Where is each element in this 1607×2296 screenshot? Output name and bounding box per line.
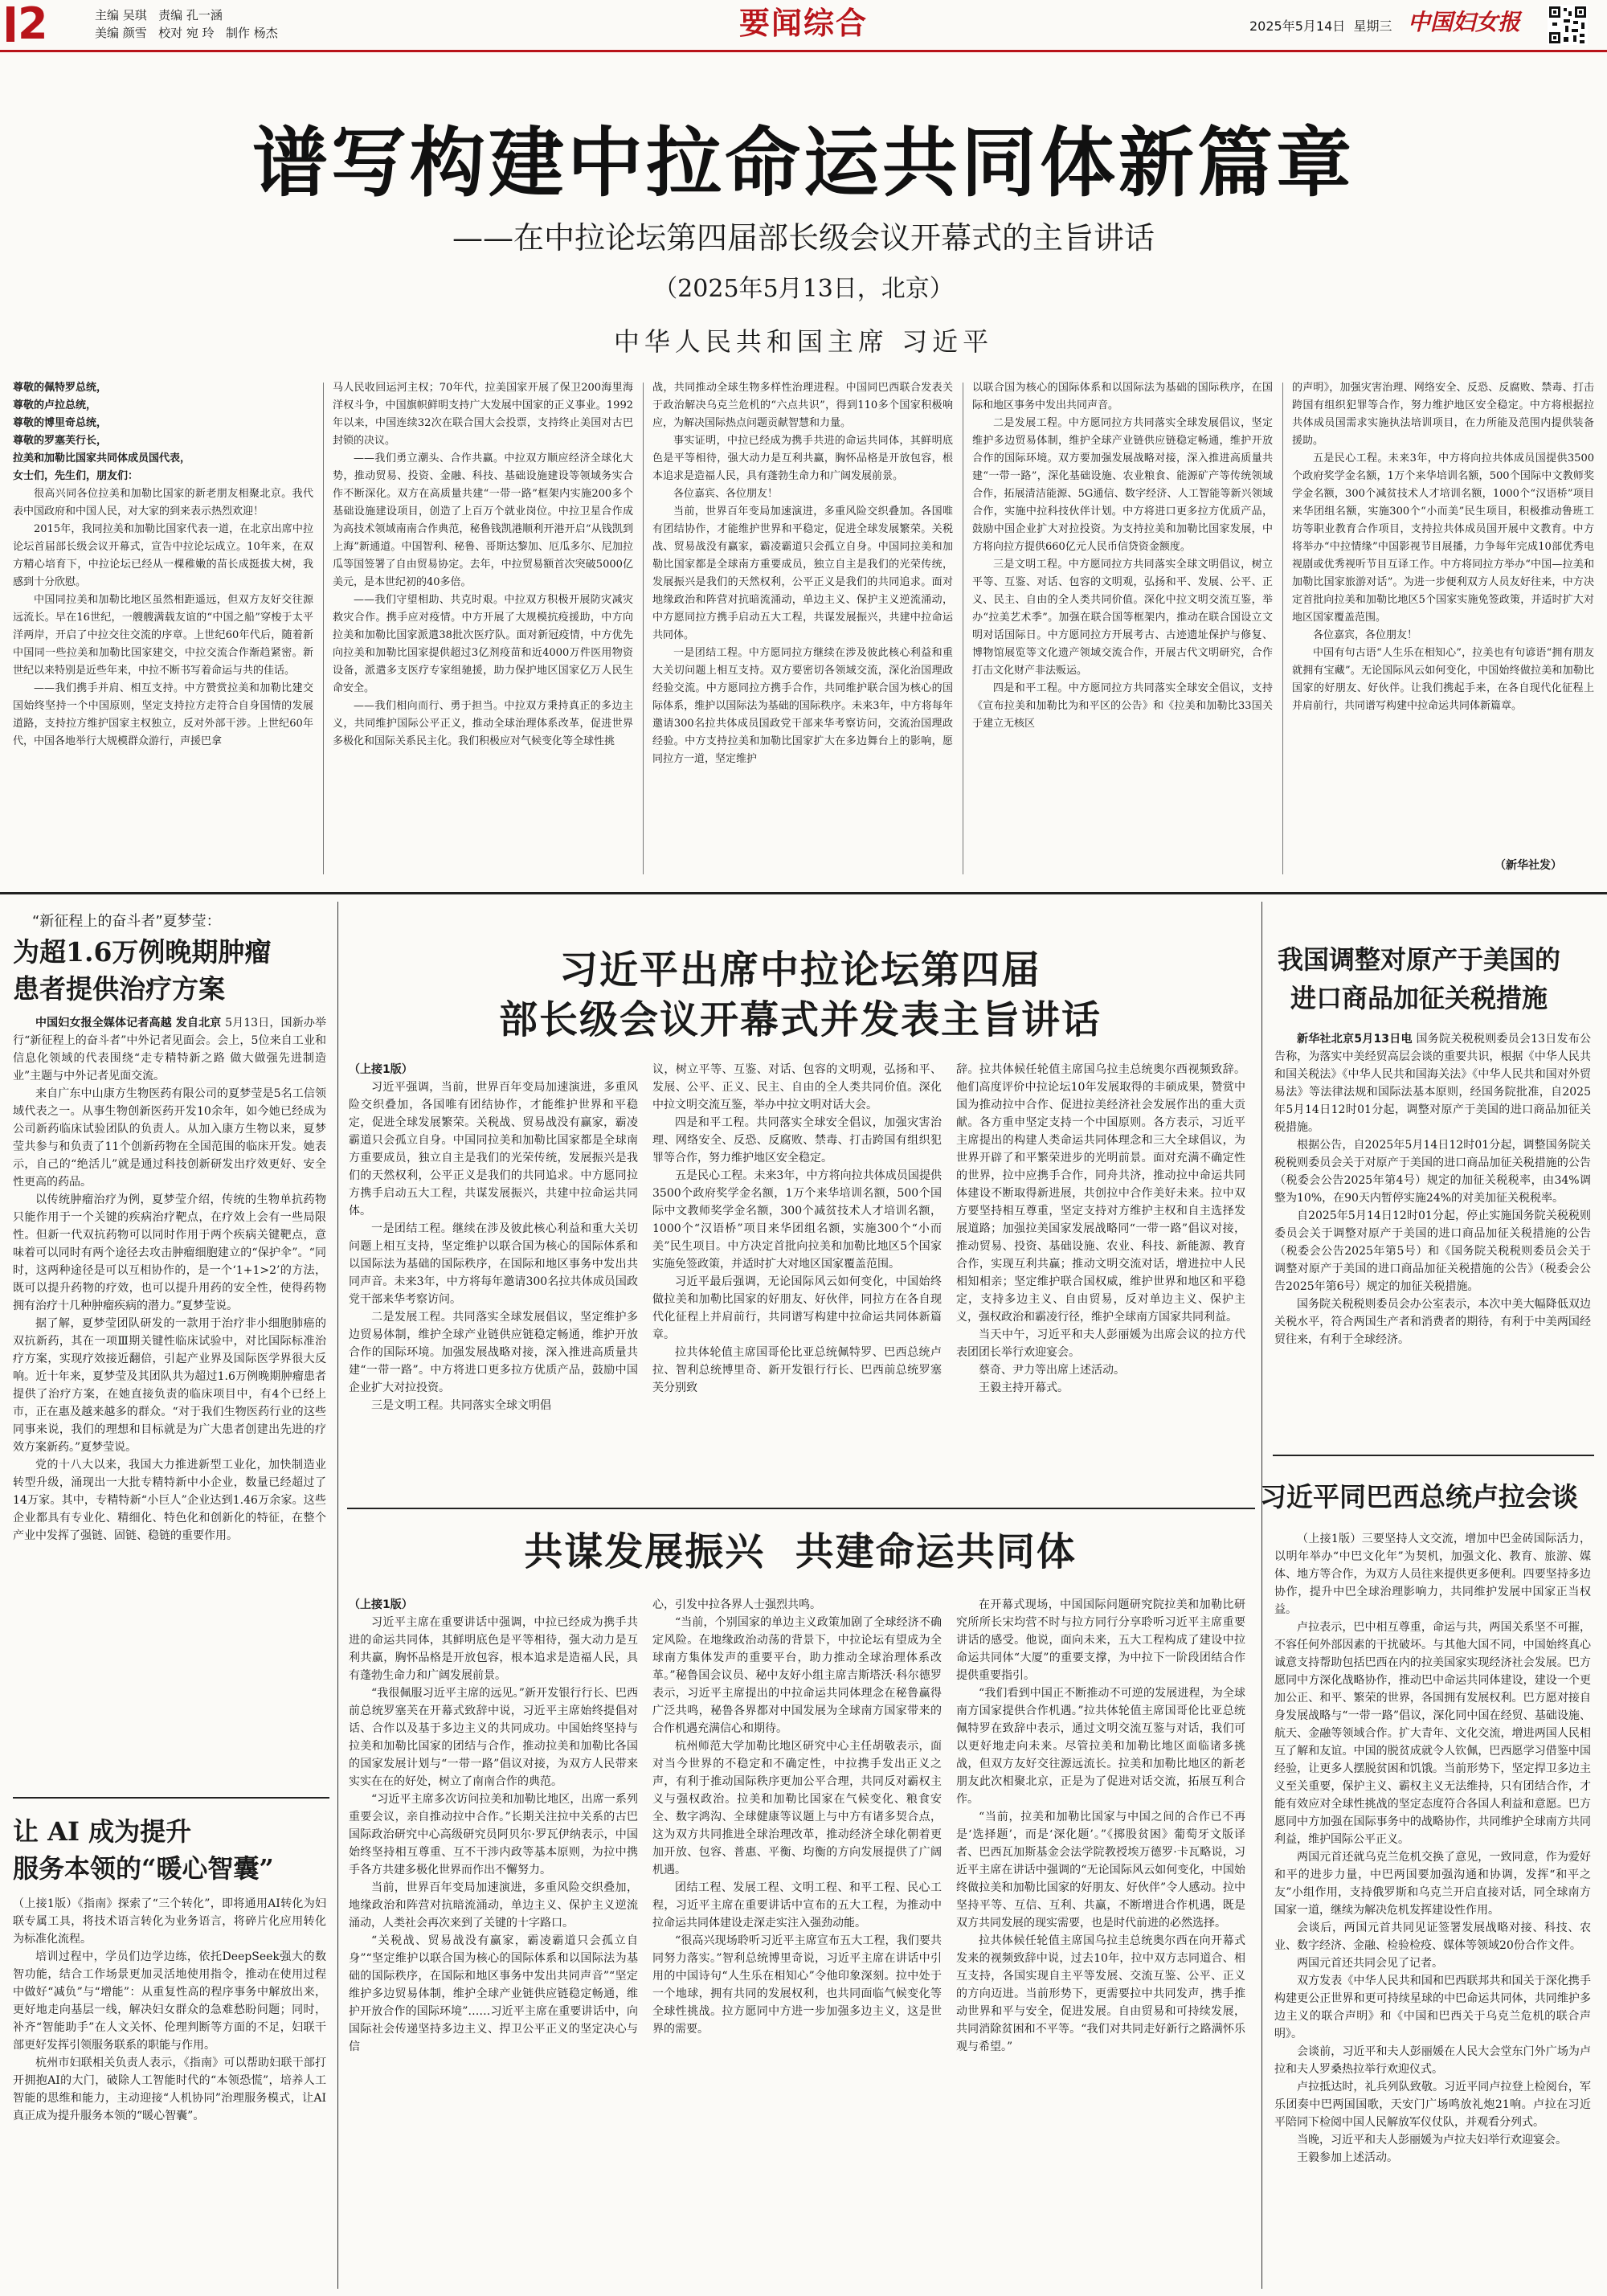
- lead-paragraph: 各位嘉宾，各位朋友！: [1313, 629, 1418, 641]
- paper-logo: 中国妇女报: [1408, 9, 1521, 35]
- column-divider: [1261, 902, 1262, 2289]
- lead-byline: 中华人民共和国主席 习近平: [613, 326, 994, 357]
- article-paragraph: 会谈前，习近平和夫人彭丽媛在人民大会堂东门外广场为卢拉和夫人罗桑热拉举行欢迎仪式。: [1274, 2045, 1591, 2076]
- left1-body: [13, 1014, 326, 1794]
- editor-credit: 美编 颜雪: [95, 26, 147, 40]
- article-paragraph: “很高兴现场聆听习近平主席宣布五大工程，我们要共同努力落实。”智利总统博里奇说，习近平主席在讲话中引用的中国诗句“人生乐在相知心”令他印象深刻。拉中处于一个地球，拥有共同的发展权利，也共同面临气候变化等全球性挑战。拉方愿同中方进一步加强多边主义，这是世界的需要。: [652, 1934, 942, 2036]
- article-paragraph: 两国元首还就乌克兰危机交换了意见，一致同意，作为爱好和平的进步力量，中巴两国要加强沟通和协调，发挥“和平之友”小组作用，支持俄罗斯和乌克兰开启直接对话，同全球南方国家一道，继续为解决危机发挥建设性作用。: [1274, 1851, 1591, 1917]
- article-paragraph: 两国元首还共同会见了记者。: [1297, 1957, 1443, 1970]
- lead-dateline: （2025年5月13日，北京）: [653, 275, 954, 303]
- article-divider: [13, 1797, 329, 1799]
- lead-column-5: [1292, 379, 1594, 853]
- left2-title: 让 AI 成为提升 服务本领的“暖心智囊”: [13, 1816, 274, 1884]
- masthead-rule: [0, 50, 1607, 52]
- article-paragraph: 培训过程中，学员们边学边练，依托DeepSeek强大的数智功能，结合工作场景更加灵活地使用指令，推动在使用过程中做好“减负”与“增能”：从重复性高的程序事务中解放出来，更好地走向基层一线，解决妇女群众的急难愁盼问题；同时，补齐“智能助手”在人文关怀、伦理判断等方面的不足，妇联干部更好发挥引领服务联系的职能与作用。: [13, 1950, 326, 2052]
- mid1-title: 习近平出席中拉论坛第四届 部长级会议开幕式并发表主旨讲话: [498, 947, 1102, 1042]
- article-paragraph: 团结工程、发展工程、文明工程、和平工程、民心工程，习近平主席在重要讲话中宣布的五大工程，为推动中拉命运共同体建设走深走实注入强劲动能。: [652, 1881, 942, 1930]
- article-paragraph: “当前，拉美和加勒比国家与中国之间的合作已不再是‘选择题’，而是‘深化题’。”《掷股贫困》葡萄牙文版译者、巴西瓦加斯基金会法学院教授埃万德罗·卡瓦略说，习近平主席在讲话中强调的“无论国际风云如何变化，中国始终做拉美和加勒比国家的好朋友、好伙伴”令人感动。拉中坚持平等、互信、互利、共赢，不断增进合作机遇，既是双方共同发展的现实需要，也是时代前进的必然选择。: [956, 1811, 1245, 1930]
- article-paragraph: 国务院关税税则委员会办公室表示，本次中美大幅降低双边关税水平，符合两国生产者和消费者的期待，有利于中美两国经贸往来，有利于全球经济。: [1274, 1298, 1591, 1346]
- article-paragraph: 三是文明工程。共同落实全球文明倡: [371, 1399, 551, 1412]
- lead-paragraph: 各位嘉宾、各位朋友！: [673, 488, 779, 500]
- mid2-title: 共谋发展振兴 共建命运共同体: [524, 1529, 1077, 1574]
- article-paragraph: 双方发表《中华人民共和国和巴西联邦共和国关于深化携手构建更公正世界和更可持续星球的中巴命运共同体，共同维护多边主义的联合声明》和《中国和巴西关于乌克兰危机的联合声明》。: [1274, 1975, 1591, 2040]
- editor-credit: 主编 吴琪: [95, 8, 147, 23]
- article-paragraph: 中国妇女报全媒体记者高越 发自北京 5月13日，国新办举行“新征程上的奋斗者”中外记者见面会。会上，5位来自工业和信息化领域的代表围绕“走专精特新之路 做大做强先进制造业”主题与中外记者见面交流。: [13, 1017, 326, 1083]
- article-paragraph: 当前，世界百年变局加速演进，多重风险交织叠加，地缘政治和阵营对抗暗流涌动，单边主义、保护主义逆流涌动，人类社会再次来到了关键的十字路口。: [349, 1881, 638, 1930]
- issue-date: 2025年5月14日 星期三: [1249, 18, 1392, 34]
- section-title: 要闻综合: [738, 5, 868, 41]
- column-divider: [337, 902, 338, 2289]
- lead-paragraph: ——我们守望相助、共克时艰。中拉双方积极开展防灾减灾救灾合作。携手应对疫情。中方开展了大规模抗疫援助，中方向拉美和加勒比国家派遣38批次医疗队。面对新冠疫情，中方优先向拉美和加勒比国家提供超过3亿剂疫苗和近4000万件医用物资设备，派遣多支医疗专家组驰援，助力保护地区国家亿万人民生命安全。: [333, 594, 633, 694]
- article-paragraph: 当晚，习近平和夫人彭丽媛为卢拉夫妇举行欢迎宴会。: [1297, 2134, 1567, 2147]
- article-paragraph: （上接1版）: [349, 1063, 413, 1076]
- article-paragraph: 二是发展工程。共同落实全球发展倡议，坚定维护多边贸易体制，维护全球产业链供应链稳定畅通，维护开放合作的国际环境。加强发展战略对接，深入推进高质量共建“一带一路”。中方将进口更多拉方优质产品，鼓励中国企业扩大对拉投资。: [349, 1311, 638, 1394]
- article-divider: [1273, 1455, 1594, 1456]
- lead-paragraph: 中国同拉美和加勒比地区虽然相距遥远，但双方友好交往源远流长。早在16世纪，一艘艘满载友谊的“中国之船”穿梭于太平洋两岸，开启了中拉交往交流的序章。上世纪60年代后，随着新中国同一些拉美和加勒比国家建交，中拉交流合作渐趋紧密。新世纪以来特别是近些年来，中拉不断书写着命运与共的佳话。: [13, 594, 313, 677]
- left1-kicker: “新征程上的奋斗者”夏梦莹：: [32, 913, 221, 930]
- article-paragraph: 蔡奇、尹力等出席上述活动。: [979, 1364, 1125, 1377]
- lead-column-1: [13, 379, 313, 878]
- lead-paragraph: ——我们相向而行、勇于担当。中拉双方秉持真正的多边主义，共同维护国际公平正义，推动全球治理体系改革，促进世界多极化和国际关系民主化。我们积极应对气候变化等全球性挑: [333, 700, 633, 747]
- lead-source: （新华社发）: [1495, 859, 1562, 872]
- article-paragraph: （上接1版）三要坚持人文交流，增加中巴金砖国际活力，以明年举办“中巴文化年”为契机，加强文化、教育、旅游、媒体、地方等合作，为双方人员往来提供更多便利。四要坚持多边协作，提升中巴全球治理影响力，共同维护发展中国家正当权益。: [1274, 1533, 1591, 1616]
- article-paragraph: 会谈后，两国元首共同见证签署发展战略对接、科技、农业、数字经济、金融、检验检疫、媒体等领域20份合作文件。: [1274, 1922, 1591, 1952]
- article-paragraph: 拉共体轮值主席国哥伦比亚总统佩特罗、巴西总统卢拉、智利总统博里奇、新开发银行行长、巴西前总统罗塞芙分别致: [652, 1346, 942, 1394]
- mid2-column-1: [349, 1596, 638, 2289]
- article-paragraph: 在开幕式现场，中国国际问题研究院拉美和加勒比研究所所长宋均营不时与拉方同行分享聆听习近平主席重要讲话的感受。他说，面向未来，五大工程构成了建设中拉命运共同体“大厦”的重要支撑，为中拉下一阶段团结合作提供重要指引。: [956, 1598, 1245, 1682]
- editor-credits: [95, 6, 360, 42]
- lead-paragraph: 马人民收回运河主权；70年代，拉美国家开展了保卫200海里海洋权斗争，中国旗帜鲜明支持广大发展中国家的正义事业。1992年以来，中国连续32次在联合国大会投票，支持终止美国对古巴封锁的决议。: [333, 382, 633, 447]
- lead-paragraph: 一是团结工程。中方愿同拉方继续在涉及彼此核心利益和重大关切问题上相互支持。双方要密切各领域交流，深化治国理政经验交流。中方愿同拉方携手合作，共同维护联合国为核心的国际体系，维护以国际法为基础的国际秩序。未来3年，中方将每年邀请300名拉共体成员国政党干部来华考察访问，交流治国理政经验。中方支持拉美和加勒比国家扩大在多边舞台上的影响，愿同拉方一道，坚定维护: [652, 647, 953, 765]
- right2-body: [1274, 1530, 1591, 2289]
- lead-paragraph: 三是文明工程。中方愿同拉方共同落实全球文明倡议，树立平等、互鉴、对话、包容的文明观，弘扬和平、发展、公平、正义、民主、自由的全人类共同价值。深化中拉文明交流互鉴，举办“拉美艺术季”。加强在联合国等框架内，推动在联合国设立文明对话国际日。中方愿同拉方开展考古、古迹遗址保护与修复、博物馆展览等文化遗产领域交流合作，开展古代文明研究，合作打击文化财产非法贩运。: [972, 559, 1273, 677]
- mid2-column-2: [652, 1596, 942, 2289]
- editor-credit: 制作 杨杰: [225, 26, 278, 40]
- article-paragraph: 党的十八大以来，我国大力推进新型工业化，加快制造业转型升级，涌现出一大批专精特新中小企业，数量已经超过了14万家。其中，专精特新“小巨人”企业达到1.46万余家。这些企业都具有专业化、精细化、特色化和创新化的特征，在整个产业中发挥了强链、固链、稳链的重要作用。: [13, 1459, 326, 1542]
- lead-paragraph: ——我们勇立潮头、合作共赢。中拉双方顺应经济全球化大势，推动贸易、投资、金融、科技、基础设施建设等领域务实合作不断深化。双方在高质量共建“一带一路”框架内实施200多个基础设施建设项目，创造了上百万个就业岗位。中拉卫星合作成为高技术领域南南合作典范，秘鲁钱凯港顺利开港开启“从钱凯到上海”新通道。中国智利、秘鲁、哥斯达黎加、厄瓜多尔、尼加拉瓜等国签署了自由贸易协定。去年，中拉贸易额首次突破5000亿美元，是本世纪初的40多倍。: [333, 452, 633, 588]
- right1-title: 我国调整对原产于美国的 进口商品加征关税措施: [1277, 944, 1560, 1013]
- article-paragraph: 自2025年5月14日12时01分起，停止实施国务院关税税则委员会关于调整对原产于美国的进口商品加征关税措施的公告（税委会公告2025年第5号）和《国务院关税税则委员会关于调整对原产于美国的进口商品加征关税措施的公告》（税委会公告2025年第6号）规定的加征关税措施。: [1274, 1209, 1591, 1293]
- mid2-column-3: [956, 1596, 1245, 2289]
- column-divider: [1282, 383, 1283, 874]
- article-paragraph: 新华社北京5月13日电 国务院关税税则委员会13日发布公告称，为落实中美经贸高层会谈的重要共识，根据《中华人民共和国关税法》《中华人民共和国海关法》《中华人民共和国对外贸易法》等法律法规和国际法基本原则，经国务院批准，自2025年5月14日12时01分起，调整对原产于美国的进口商品加征关税措施。: [1274, 1033, 1591, 1134]
- article-paragraph: 心，引发中拉各界人士强烈共鸣。: [652, 1598, 821, 1611]
- article-paragraph: 当天中午，习近平和夫人彭丽媛为出席会议的拉方代表团团长举行欢迎宴会。: [956, 1328, 1245, 1359]
- article-paragraph: 以传统肿瘤治疗为例，夏梦莹介绍，传统的生物单抗药物只能作用于一个关键的疾病治疗靶点，在疗效上会有一些局限性。但新一代双抗药物可以同时作用于两个疾病关键靶点，意味着可以同时有两个途径去攻击肿瘤细胞建立的“保护伞”。“同时，这两种途径是可以互相协作的，是一个‘1+1>2’的方法，既可以提升药物的疗效，也可以提升用药的安全性，使得药物拥有治疗十几种肿瘤疾病的潜力。”夏梦莹说。: [13, 1193, 326, 1312]
- lead-paragraph: 二是发展工程。中方愿同拉方共同落实全球发展倡议，坚定维护多边贸易体制，维护全球产业链供应链稳定畅通，维护开放合作的国际环境。双方要加强发展战略对接，深入推进高质量共建“一带一路”，深化基础设施、农业粮食、能源矿产等传统领域合作，拓展清洁能源、5G通信、数字经济、人工智能等新兴领域合作，实施中拉科技伙伴计划。中方将进口更多拉方优质产品，鼓励中国企业扩大对拉投资。为支持拉美和加勒比国家发展，中方将向拉方提供660亿元人民币信贷资金额度。: [972, 417, 1273, 553]
- lead-paragraph: 五是民心工程。未来3年，中方将向拉共体成员国提供3500个政府奖学金名额，1万个来华培训名额，500个国际中文教师奖学金名额，300个减贫技术人才培训名额，1000个“汉语桥”项目来华团组名额，实施300个“小而美”民生项目，积极推动鲁班工坊等职业教育合作项目，支持拉共体成员国开展中文教育。中方将举办“中拉情缘”中国影视节目展播，力争每年完成10部优秀电视剧或优秀视听节目互译工作。中方将同拉方举办“中国—拉美和加勒比国家旅游对话”。为进一步便利双方人员友好往来，中方决定首批向拉美和加勒比地区5个国家实施免签政策，并适时扩大对地区国家覆盖范围。: [1292, 452, 1594, 624]
- mid1-column-1: [349, 1061, 638, 1495]
- article-paragraph: 杭州市妇联相关负责人表示，《指南》可以帮助妇联干部打开拥抱AI的大门，破除人工智能时代的“本领恐慌”，培养人工智能的思维和能力，主动迎接“人机协同”治理服务模式，让AI真正成为提升服务本领的“暖心智囊”。: [13, 2057, 326, 2122]
- article-paragraph: 辞。拉共体候任轮值主席国乌拉圭总统奥尔西视频致辞。他们高度评价中拉论坛10年发展取得的丰硕成果，赞赏中国为推动拉中合作、促进拉美经济社会发展作出的重大贡献。各方重申坚定支持一个中国原则。各方表示，习近平主席提出的构建人类命运共同体理念和三大全球倡议，为世界开辟了和平繁荣进步的光明前景。面对充满不确定性的世界，拉中应携手合作，同舟共济，推动拉中命运共同体建设不断取得新进展，共创拉中合作美好未来。拉中双方要坚持相互尊重，坚定支持对方维护主权和自主选择发展道路；加强拉美国家发展战略同“一带一路”倡议对接，推动贸易、投资、基础设施、农业、科技、新能源、教育合作，实现互利共赢；推动文明交流对话，增进拉中人民相知相亲；坚定维护联合国权威，维护世界和地区和平稳定，支持多边主义、自由贸易，反对单边主义、保护主义，强权政治和霸凌行径，维护全球南方国家共同利益。: [956, 1063, 1245, 1324]
- section-rule: [0, 892, 1607, 894]
- mid1-column-2: [652, 1061, 942, 1495]
- left2-body: [13, 1895, 326, 2289]
- right1-body: [1274, 1030, 1591, 1448]
- article-paragraph: 王毅主持开幕式。: [979, 1381, 1069, 1394]
- lead-column-4: [972, 379, 1273, 878]
- lead-paragraph: 战，共同推动全球生物多样性治理进程。中国同巴西联合发表关于政治解决乌克兰危机的“六点共识”，得到110多个国家积极响应，为解决国际热点问题贡献智慧和力量。: [652, 382, 953, 429]
- lead-column-2: [333, 379, 633, 878]
- lead-column-3: [652, 379, 953, 878]
- article-paragraph: 一是团结工程。继续在涉及彼此核心利益和重大关切问题上相互支持，坚定维护以联合国为核心的国际体系和以国际法为基础的国际秩序，在国际和地区事务中发出共同声音。未来3年，中方将每年邀请300名拉共体成员国政党干部来华考察访问。: [349, 1222, 638, 1306]
- article-paragraph: 四是和平工程。共同落实全球安全倡议，加强灾害治理、网络安全、反恐、反腐败、禁毒、打击跨国有组织犯罪等合作，努力维护地区安全稳定。: [652, 1116, 942, 1164]
- article-paragraph: 议，树立平等、互鉴、对话、包容的文明观，弘扬和平、发展、公平、正义、民主、自由的全人类共同价值。深化中拉文明交流互鉴，举办中拉文明对话大会。: [652, 1063, 942, 1111]
- page-number: 2: [6, 5, 43, 45]
- lead-paragraph: 很高兴同各位拉美和加勒比国家的新老朋友相聚北京。我代表中国政府和中国人民，对大家的到来表示热烈欢迎！: [13, 488, 313, 518]
- lead-paragraph: 四是和平工程。中方愿同拉方共同落实全球安全倡议，支持《宣布拉美和加勒比为和平区的公告》和《拉美和加勒比33国关于建立无核区: [972, 682, 1273, 730]
- lead-paragraph: 中国有句古语“人生乐在相知心”，拉美也有句谚语“拥有朋友就拥有宝藏”。无论国际风云如何变化，中国始终做拉美和加勒比国家的好朋友、好伙伴。让我们携起手来，在各自现代化征程上并肩前行，共同谱写构建中拉命运共同体新篇章。: [1292, 647, 1594, 712]
- article-paragraph: 习近平最后强调，无论国际风云如何变化，中国始终做拉美和加勒比国家的好朋友、好伙伴，同拉方在各自现代化征程上并肩前行，共同谱写构建中拉命运共同体新篇章。: [652, 1275, 942, 1341]
- column-divider: [643, 383, 644, 874]
- article-paragraph: （上接1版）《指南》探索了“三个转化”，即将通用AI转化为妇联专属工具，将技术语言转化为业务语言，将碎片化应用转化为标准化流程。: [13, 1897, 326, 1946]
- qr-code-icon: [1548, 5, 1588, 45]
- article-paragraph: 卢拉表示，巴中相互尊重，命运与共，两国关系坚不可摧，不容任何外部因素的干扰破坏。与其他大国不同，中国始终真心诚意支持帮助包括巴西在内的拉美国家实现经济社会发展。巴方愿同中方深化战略协作，推动巴中命运共同体建设，建设一个更加公正、和平、繁荣的世界，各国拥有发展权利。巴方愿对接自身发展战略与“一带一路”倡议，深化同中国在经贸、基础设施、航天、金融等领域合作。扩大青年、文化交流，增进两国人民相互了解和友谊。中国的脱贫成就令人钦佩，巴西愿学习借鉴中国经验，让更多人摆脱贫困和饥饿。当前形势下，坚定捍卫多边主义至关重要，保护主义、霸权主义无法维持，只有团结合作，才能有效应对全球性挑战的坚定态度符合各国人利益和意愿。巴方愿同中方加强在国际事务中的战略协作，共同维护全球南方共同利益，维护国际公平正义。: [1274, 1621, 1591, 1846]
- article-paragraph: 习近平强调，当前，世界百年变局加速演进，多重风险交织叠加，各国唯有团结协作，才能维护世界和平稳定，促进全球发展繁荣。关税战、贸易战没有赢家，霸凌霸道只会孤立自身。中国同拉美和加勒比国家都是全球南方重要成员，独立自主是我们的光荣传统，发展振兴是我们的天然权利，公平正义是我们的共同追求。中方愿同拉方携手启动五大工程，共谋发展振兴，共建中拉命运共同体。: [349, 1081, 638, 1218]
- lead-paragraph: 当前，世界百年变局加速演进，多重风险交织叠加。各国唯有团结协作，才能维护世界和平稳定，促进全球发展繁荣。关税战、贸易战没有赢家，霸凌霸道只会孤立自身。中国同拉美和加勒比国家都是全球南方重要成员，独立自主是我们的光荣传统，发展振兴是我们的天然权利，公平正义是我们的共同追求。面对地缘政治和阵营对抗暗流涌动，单边主义、保护主义逆流涌动，中方愿同拉方携手启动五大工程，共谋发展振兴，共建中拉命运共同体。: [652, 505, 953, 641]
- lead-paragraph: ——我们携手并肩、相互支持。中方赞赏拉美和加勒比建交国始终坚持一个中国原则，坚定支持拉方走符合自身国情的发展道路，支持拉方维护国家主权独立，反对外部干涉。上世纪60年代，中国各地举行大规模群众游行，声援巴拿: [13, 682, 313, 747]
- article-paragraph: 王毅参加上述活动。: [1297, 2151, 1398, 2164]
- article-paragraph: 杭州师范大学加勒比地区研究中心主任胡敬表示，面对当今世界的不稳定和不确定性，中拉携手发出正义之声，有利于推动国际秩序更加公平合理，共同反对霸权主义与强权政治。拉美和加勒比国家在气候变化、粮食安全、数字鸿沟、全球健康等议题上与中方有诸多契合点，这为双方共同推进全球治理改革，推动经济全球化朝着更加开放、包容、普惠、平衡、均衡的方向发展提供了广阔机遇。: [652, 1740, 942, 1876]
- article-paragraph: “我很佩服习近平主席的远见。”新开发银行行长、巴西前总统罗塞芙在开幕式致辞中说，习近平主席始终提倡对话、合作以及基于多边主义的共同成功。中国始终坚持与拉美和加勒比国家的团结与合作，推动拉美和加勒比各国的国家发展计划与“一带一路”倡议对接，为双方人民带来实实在在的好处，树立了南南合作的典范。: [349, 1687, 638, 1788]
- lead-subtitle: ——在中拉论坛第四届部长级会议开幕式的主旨讲话: [452, 220, 1155, 256]
- editor-credit: 校对 宛 玲: [158, 26, 215, 40]
- lead-title: 谱写构建中拉命运共同体新篇章: [251, 119, 1355, 207]
- article-paragraph: 据了解，夏梦莹团队研发的一款用于治疗非小细胞肺癌的双抗新药，其在一项Ⅲ期关键性临床试验中，对比国际标准治疗方案，实现疗效接近翻倍，引起产业界及国际医学界很大反响。近十年来，夏梦莹及其团队共为超过1.6万例晚期肿瘤患者提供了治疗方案，在她直接负责的临床项目中，有4个已经上市，正在惠及越来越多的群众。“对于我们生物医药行业的这些同事来说，我们的理想和目标就是为广大患者创建出先进的疗效方案新药。”夏梦莹说。: [13, 1317, 326, 1454]
- article-paragraph: “习近平主席多次访问拉美和加勒比地区，出席一系列重要会议，亲自推动拉中合作。”长期关注拉中关系的古巴国际政治研究中心高级研究员阿贝尔·罗瓦伊纳表示，中国始终坚持相互尊重、互不干涉内政等基本原则，为拉中携手各方共建多极化世界而作出不懈努力。: [349, 1793, 638, 1876]
- lead-greeting: 尊敬的佩特罗总统， 尊敬的卢拉总统， 尊敬的博里奇总统， 尊敬的罗塞芙行长， 拉美和加勒比国家共同体成员国代表， 女士们，先生们，朋友们：: [13, 382, 191, 482]
- article-paragraph: 根据公告，自2025年5月14日12时01分起，调整国务院关税税则委员会关于对原产于美国的进口商品加征关税措施的公告（税委会公告2025年第4号）规定的加征关税税率，由34%调整为10%，在90天内暂停实施24%的对美加征关税税率。: [1274, 1139, 1591, 1205]
- lead-paragraph: 以联合国为核心的国际体系和以国际法为基础的国际秩序，在国际和地区事务中发出共同声音。: [972, 382, 1273, 411]
- article-paragraph: “当前，个别国家的单边主义政策加剧了全球经济不确定风险。在地缘政治动荡的背景下，中拉论坛有望成为全球南方集体发声的重要平台，助力推动全球治理体系改革。”秘鲁国会议员、秘中友好小组主席吉斯塔沃·科尔德罗表示，习近平主席提出的中拉命运共同体理念在秘鲁赢得广泛共鸣，秘鲁各界都对中国发展为全球南方国家带来的合作机遇充满信心和期待。: [652, 1616, 942, 1735]
- article-paragraph: 来自广东中山康方生物医药有限公司的夏梦莹是5名工信领域代表之一。从事生物创新医药开发10余年，如今她已经成为公司新药临床试验团队的负责人。从加入康方生物以来，夏梦莹共参与和负责了11个创新药物在全国范围的临床开发。她表示，自己的“绝活儿”就是通过科技创新研发出疗效更好、安全性更高的药品。: [13, 1087, 326, 1189]
- article-paragraph: （上接1版）: [349, 1598, 413, 1611]
- article-paragraph: 卢拉抵达时，礼兵列队致敬。习近平同卢拉登上检阅台，军乐团奏中巴两国国歌，天安门广场鸣放礼炮21响。卢拉在习近平陪同下检阅中国人民解放军仪仗队，并观看分列式。: [1274, 2081, 1591, 2129]
- article-paragraph: 习近平主席在重要讲话中强调，中拉已经成为携手共进的命运共同体，其鲜明底色是平等相待，强大动力是互利共赢，胸怀品格是开放包容，根本追求是造福人民，具有蓬勃生命力和广阔发展前景。: [349, 1616, 638, 1682]
- editor-credit: 责编 孔一涵: [158, 8, 223, 23]
- lead-paragraph: 的声明》，加强灾害治理、网络安全、反恐、反腐败、禁毒、打击跨国有组织犯罪等合作，努力维护地区安全稳定。中方将根据拉共体成员国需求实施执法培训项目，在力所能及范围内提供装备援助。: [1292, 382, 1594, 447]
- lead-paragraph: 2015年，我同拉美和加勒比国家代表一道，在北京出席中拉论坛首届部长级会议开幕式，宣告中拉论坛成立。10年来，在双方精心培育下，中拉论坛已经从一棵稚嫩的苗长成挺拔大树，我感到十分欣慰。: [13, 523, 313, 588]
- left1-title: 为超1.6万例晚期肿瘤 患者提供治疗方案: [13, 936, 272, 1005]
- right2-title: 习近平同巴西总统卢拉会谈: [1260, 1481, 1578, 1512]
- lead-paragraph: 事实证明，中拉已经成为携手共进的命运共同体，其鲜明底色是平等相待，强大动力是互利共赢，胸怀品格是开放包容，根本追求是造福人民，具有蓬勃生命力和广阔发展前景。: [652, 435, 953, 482]
- article-paragraph: “关税战、贸易战没有赢家，霸凌霸道只会孤立自身”“坚定维护以联合国为核心的国际体系和以国际法为基础的国际秩序，在国际和地区事务中发出共同声音”“坚定维护多边贸易体制，维护全球产业链供应链稳定畅通，维护开放合作的国际环境”……习近平主席在重要讲话中，向国际社会传递坚持多边主义、捍卫公平正义的坚定决心与信: [349, 1934, 638, 2053]
- article-paragraph: “我们看到中国正不断推动不可逆的发展进程，为全球南方国家提供合作机遇。”拉共体轮值主席国哥伦比亚总统佩特罗在致辞中表示，通过文明交流互鉴与对话，我们可以更好地走向未来。尽管拉美和加勒比地区面临诸多挑战，但双方友好交往源远流长。拉美和加勒比地区的新老朋友此次相聚北京，正是为了促进对话交流，拓展互利合作。: [956, 1687, 1245, 1806]
- article-paragraph: 拉共体候任轮值主席国乌拉圭总统奥尔西在向开幕式发来的视频致辞中说，过去10年，拉中双方志同道合、相互支持，各国实现自主平等发展、交流互鉴、公平、正义的方向迈进。当前形势下，更需要拉中共同发声，携手推动世界和平与安全，促进发展。自由贸易和可持续发展，共同消除贫困和不平等。“我们对共同走好新行之路满怀乐观与希望。”: [956, 1934, 1245, 2053]
- column-divider: [323, 383, 324, 874]
- article-divider: [347, 1508, 1255, 1509]
- article-paragraph: 五是民心工程。未来3年，中方将向拉共体成员国提供3500个政府奖学金名额，1万个来华培训名额，500个国际中文教师奖学金名额，300个减贫技术人才培训名额，1000个“汉语桥”项目来华团组名额，实施300个“小而美”民生项目。中方决定首批向拉美和加勒比地区5个国家实施免签政策，并适时扩大对地区国家覆盖范围。: [652, 1169, 942, 1271]
- mid1-column-3: [956, 1061, 1245, 1495]
